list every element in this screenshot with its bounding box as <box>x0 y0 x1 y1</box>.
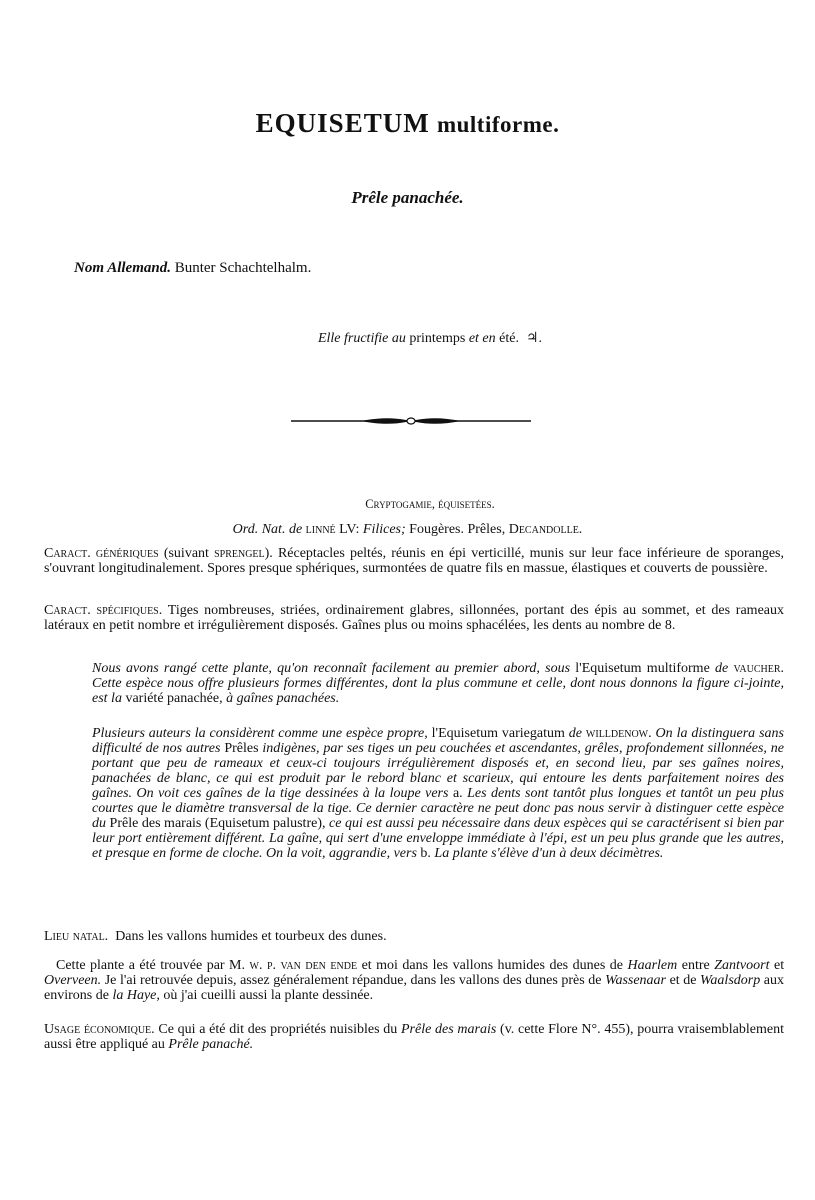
section-text: entre <box>681 958 710 973</box>
author-linne: linné <box>305 522 336 537</box>
obs-text: Cette espèce nous offre plusieurs formes différentes, dont la plus commune et celle, dont nous donnons la figure ci-jointe, est la <box>92 676 784 706</box>
obs-text: Les dents sont tantôt plus longues et tantôt un peu plus courtes que le diamètre transversal de la tige. Ce dernier caractère ne peut donc pas nous servir à distinguer cette espèce du <box>92 786 785 831</box>
obs-text: On la distinguera sans difficulté de nos autres <box>92 726 784 756</box>
section-text: et <box>773 958 785 973</box>
place-name: Wassenaar <box>605 973 666 988</box>
order-text: LV: <box>339 522 360 537</box>
classification: Cryptogamie, équisetées. <box>365 497 495 511</box>
page-title <box>0 108 815 139</box>
section-text: ). Réceptacles peltés, réunis en épi verticillé, munis sur leur face inférieure de sporanges, s'ouvrant longitudinalement. Spores presque sphériques, surmontées de quatre fils en massue, élastiques et couverts de poussière. <box>44 546 785 576</box>
perennial-symbol: ♃. <box>525 331 543 346</box>
section-label: Caract. spécifiques. <box>44 603 163 618</box>
section-text: (suivant <box>163 546 209 561</box>
author-decandolle: Decandolle. <box>508 522 583 537</box>
obs-text: l'Equisetum variegatum <box>431 726 565 741</box>
place-name: Haarlem <box>627 958 678 973</box>
section-text: Je l'ai retrouvée depuis, assez généralement répandue, dans les vallons des dunes près de <box>104 973 602 988</box>
species-ref: Prêle des marais <box>401 1022 497 1037</box>
fruiting-text: et en <box>468 331 496 346</box>
fruiting-text: printemps <box>409 331 466 346</box>
section-text: où j'ai cueilli aussi la plante dessinée. <box>163 988 374 1003</box>
obs-text: variété panachée, <box>125 691 223 706</box>
section-label: Usage économique. <box>44 1022 155 1037</box>
obs-text: de <box>715 661 729 676</box>
author-vaucher: vaucher. <box>733 661 785 676</box>
obs-text: de <box>568 726 582 741</box>
title-species: multiforme. <box>436 112 560 137</box>
section-text: Ce qui a été dit des propriétés nuisibles du <box>158 1022 398 1037</box>
native-habitat <box>44 929 784 944</box>
fruiting-line <box>0 330 815 347</box>
observation-1 <box>92 661 784 706</box>
order-text: Fougères. Prêles, <box>409 522 506 537</box>
section-text: et moi dans les vallons humides des dunes de <box>361 958 623 973</box>
fruiting-text: été. <box>499 331 519 346</box>
fruiting-text: Elle fructifie <box>317 331 389 346</box>
obs-text: b. <box>420 846 431 861</box>
obs-text: à gaînes panachées. <box>226 691 340 706</box>
economic-use <box>44 1022 784 1052</box>
place-name: Waalsdorp <box>700 973 761 988</box>
german-label: Nom Allemand. <box>74 260 171 276</box>
section-label: Lieu natal. <box>44 929 109 944</box>
obs-text: Nous avons rangé cette plante, qu'on reconnaît facilement au premier abord, sous <box>92 661 571 676</box>
author-van-den-ende: w. p. van den ende <box>249 958 358 973</box>
section-label: Caract. génériques <box>44 546 159 561</box>
german-name <box>74 260 311 277</box>
section-text: Dans les vallons humides et tourbeux des dunes. <box>115 929 387 944</box>
order-text: Ord. Nat. de <box>232 522 303 537</box>
german-value: Bunter Schachtelhalm. <box>174 260 312 276</box>
obs-text: ce qui est aussi peu nécessaire dans deux espèces qui se caractérisent si bien par leur port entièrement différent. La gaîne, qui sert d'une enveloppe immédiate à l'épi, est un peu plus grande que les autres, et presque en forme de cloche. On la voit, aggrandie, vers <box>92 816 784 861</box>
species-ref: Prêle panaché. <box>168 1037 254 1052</box>
obs-text: l'Equisetum multiforme <box>575 661 710 676</box>
author-sprengel: sprengel <box>214 546 265 561</box>
title-genus: EQUISETUM <box>255 108 430 138</box>
section-text: Tiges nombreuses, striées, ordinairement glabres, sillonnées, portant des épis au sommet, et des rameaux latéraux en petit nombre et irrégulièrement disposés. Gaînes plus ou moins sphacélées, les dents au nombre de 8. <box>44 603 784 633</box>
locality-paragraph <box>44 958 784 1003</box>
place-name: Overveen. <box>44 973 102 988</box>
obs-text: Prêle des marais (Equisetum palustre), <box>109 816 326 831</box>
place-name: la Haye, <box>112 988 160 1003</box>
place-name: Zantvoort <box>714 958 770 973</box>
order-text: Filices; <box>362 522 406 537</box>
obs-text: La plante s'élève d'un à deux décimètres. <box>434 846 664 861</box>
author-willdenow: willdenow. <box>585 726 652 741</box>
section-text: et de <box>669 973 697 988</box>
section-text: aux environs de <box>44 973 785 1003</box>
generic-characters <box>44 546 784 576</box>
natural-order <box>0 522 815 538</box>
obs-text: indigènes, par ses tiges un peu couchées et ascendantes, grêles, profondement sillonnées, ne portant que peu de rameaux et ceux-ci toujours irrégulièrement disposés et, en second lieu, par ses gaînes noires, panachées de blanc, ce qui est produit par le rebord blanc et scarieux, qui entoure les dents parfaitement noires des gaînes. On voit ces gaînes de la tige dessinées à la loupe vers <box>92 741 785 801</box>
section-text: Cette plante a été trouvée par M. <box>56 958 246 973</box>
fruiting-text: au <box>391 331 406 346</box>
obs-text: Plusieurs auteurs la considèrent comme une espèce propre, <box>92 726 428 741</box>
common-name: Prêle panachée. <box>351 188 464 207</box>
section-text: (v. cette Flore N°. 455), pourra vraisemblablement aussi être appliqué au <box>44 1022 784 1052</box>
obs-text: Prêles <box>224 741 259 756</box>
specific-characters <box>44 603 784 633</box>
obs-text: a. <box>452 786 463 801</box>
ornament-divider-icon <box>291 413 531 429</box>
observation-2 <box>92 726 784 861</box>
